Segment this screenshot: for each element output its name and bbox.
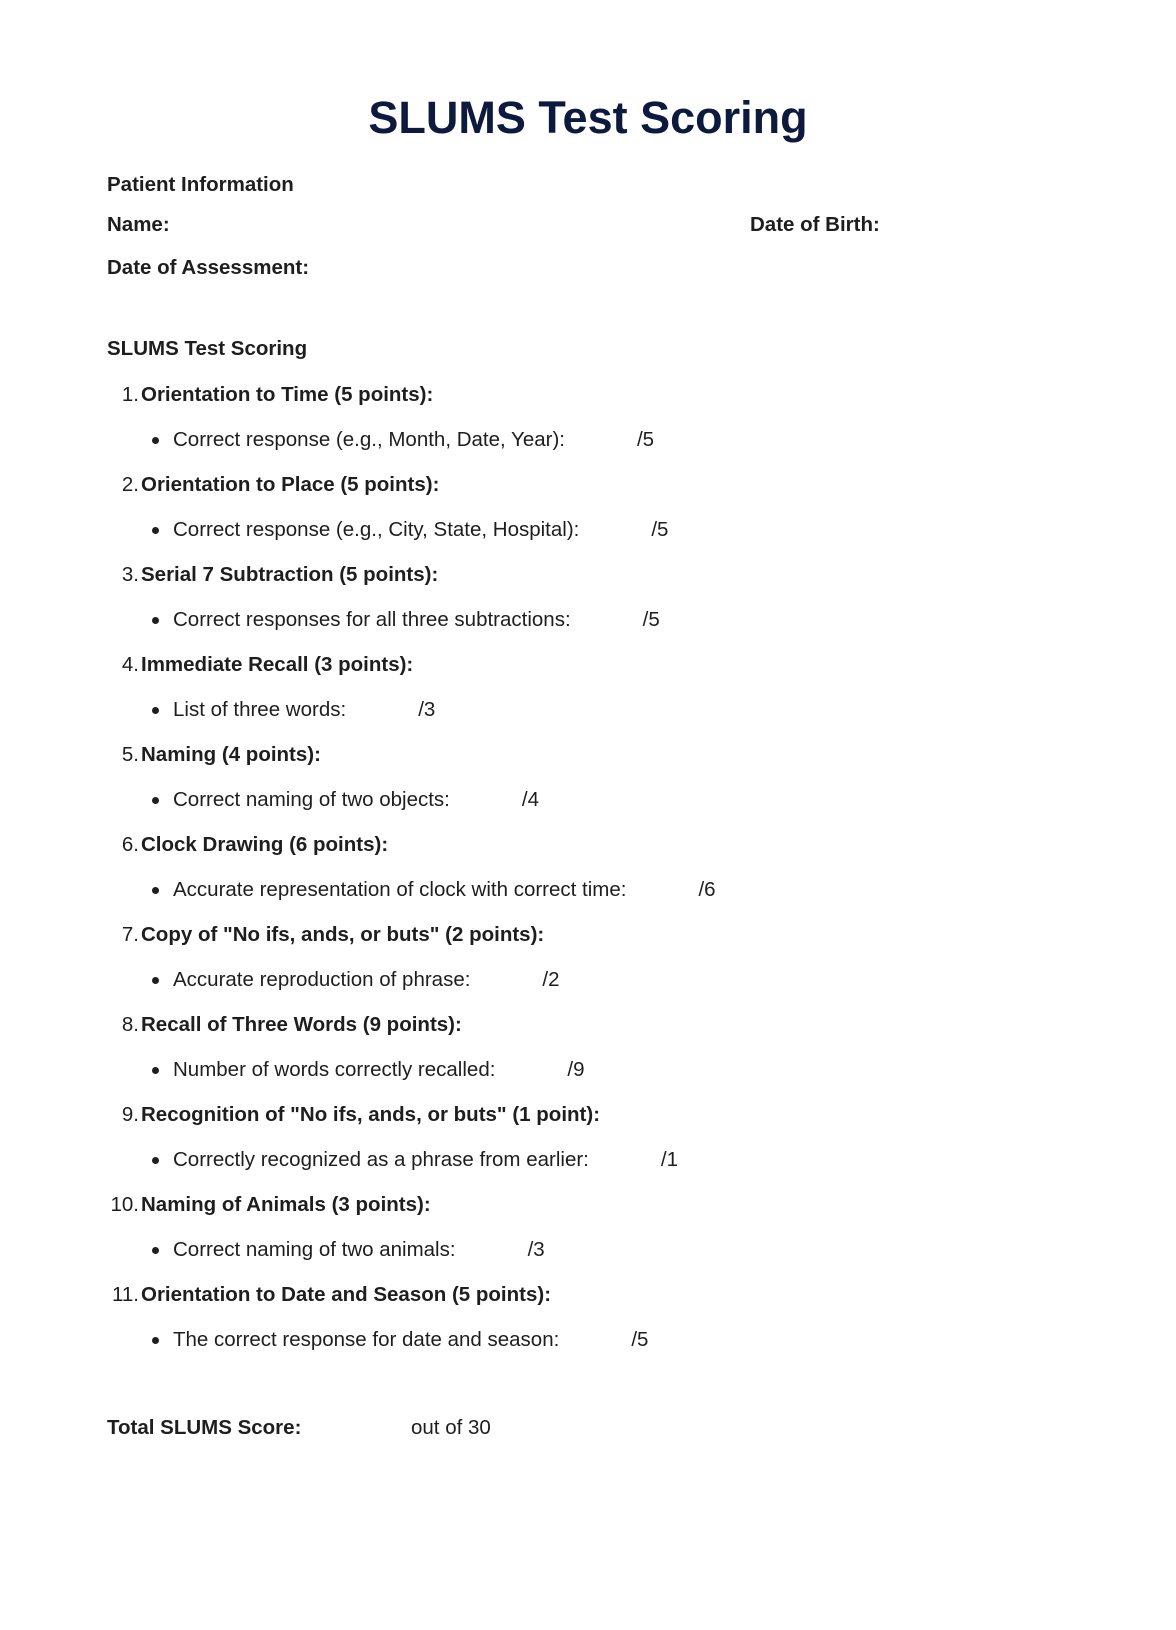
item-score: /5 [642, 608, 660, 631]
scoring-item [106, 1103, 1006, 1193]
item-criterion [106, 608, 1006, 653]
criterion-text: Correct naming of two objects: [173, 788, 450, 811]
item-heading [106, 1013, 1006, 1058]
total-label: Total SLUMS Score: [107, 1416, 302, 1439]
bullet-icon [152, 887, 159, 894]
bullet-icon [152, 1247, 159, 1254]
item-number: 7. [121, 923, 139, 946]
assessment-date-label: Date of Assessment: [107, 256, 310, 279]
item-criterion [106, 878, 1006, 923]
criterion-text: Correct response (e.g., City, State, Hospital): [173, 518, 580, 541]
item-score: /9 [567, 1058, 585, 1081]
scoring-item [106, 833, 1006, 923]
criterion-text: The correct response for date and season: [173, 1328, 560, 1351]
item-title: Orientation to Date and Season (5 points): [141, 1283, 552, 1306]
bullet-icon [152, 527, 159, 534]
name-label: Name: [107, 213, 170, 236]
item-number: 2. [121, 473, 139, 496]
item-score: /5 [636, 428, 655, 451]
item-heading [106, 653, 1006, 698]
item-title: Orientation to Place (5 points): [141, 473, 440, 496]
item-number: 11. [112, 1283, 139, 1306]
item-title: Immediate Recall (3 points): [141, 653, 414, 676]
item-heading [106, 473, 1006, 518]
item-criterion [106, 698, 1006, 743]
bullet-icon [152, 707, 159, 714]
bullet-icon [152, 1067, 159, 1074]
item-number: 9. [121, 1103, 139, 1126]
item-criterion [106, 1148, 1006, 1193]
scoring-item [106, 1283, 1006, 1373]
item-score: /5 [631, 1328, 649, 1351]
item-number: 6. [121, 833, 139, 856]
item-score: /2 [542, 968, 560, 991]
dob-label: Date of Birth: [750, 213, 880, 236]
total-value: out of 30 [411, 1416, 491, 1439]
item-title: Copy of "No ifs, ands, or buts" (2 points): [141, 923, 545, 946]
item-number: 5. [121, 743, 139, 766]
criterion-text: Accurate reproduction of phrase: [173, 968, 471, 991]
item-title: Naming (4 points): [141, 743, 321, 766]
item-heading [106, 383, 1006, 428]
item-criterion [106, 968, 1006, 1013]
bullet-icon [152, 1157, 159, 1164]
item-heading [106, 923, 1006, 968]
bullet-icon [152, 617, 159, 624]
item-title: Clock Drawing (6 points): [141, 833, 389, 856]
scoring-item [106, 383, 1006, 473]
patient-info-heading: Patient Information [107, 173, 294, 196]
bullet-icon [152, 977, 159, 984]
item-score: /5 [651, 518, 669, 541]
item-heading [106, 833, 1006, 878]
item-title: Orientation to Time (5 points): [141, 383, 434, 406]
item-heading [106, 1193, 1006, 1238]
item-criterion [106, 788, 1006, 833]
item-score: /6 [698, 878, 716, 901]
item-heading [106, 1103, 1006, 1148]
item-number: 8. [121, 1013, 139, 1036]
bullet-icon [152, 437, 159, 444]
item-heading [106, 1283, 1006, 1328]
item-criterion [106, 1328, 1006, 1373]
bullet-icon [152, 797, 159, 804]
criterion-text: Correct response (e.g., Month, Date, Year): [173, 428, 565, 451]
scoring-item [106, 1193, 1006, 1283]
item-score: /3 [418, 698, 436, 721]
scoring-item [106, 923, 1006, 1013]
item-criterion [106, 518, 1006, 563]
scoring-list [106, 383, 1006, 1373]
scoring-item [106, 563, 1006, 653]
item-heading [106, 743, 1006, 788]
item-number: 3. [121, 563, 139, 586]
criterion-text: Correctly recognized as a phrase from earlier: [173, 1148, 589, 1171]
item-title: Recall of Three Words (9 points): [141, 1013, 462, 1036]
criterion-text: Accurate representation of clock with correct time: [173, 878, 627, 901]
item-number: 4. [121, 653, 139, 676]
scoring-item [106, 1013, 1006, 1103]
criterion-text: Correct responses for all three subtractions: [173, 608, 571, 631]
item-score: /3 [527, 1238, 545, 1261]
item-title: Recognition of "No ifs, ands, or buts" (1 point): [141, 1103, 601, 1126]
item-title: Naming of Animals (3 points): [141, 1193, 431, 1216]
item-number: 1. [121, 383, 139, 406]
item-criterion [106, 1238, 1006, 1283]
scoring-item [106, 653, 1006, 743]
item-heading [106, 563, 1006, 608]
item-score: /1 [660, 1148, 678, 1171]
item-criterion [106, 428, 1006, 473]
page-title: SLUMS Test Scoring [368, 92, 808, 143]
scoring-item [106, 473, 1006, 563]
item-criterion [106, 1058, 1006, 1103]
section-heading: SLUMS Test Scoring [107, 337, 308, 360]
criterion-text: Number of words correctly recalled: [173, 1058, 496, 1081]
criterion-text: Correct naming of two animals: [173, 1238, 456, 1261]
bullet-icon [152, 1337, 159, 1344]
item-number: 10. [110, 1193, 139, 1216]
scoring-item [106, 743, 1006, 833]
item-score: /4 [521, 788, 539, 811]
item-title: Serial 7 Subtraction (5 points): [141, 563, 439, 586]
criterion-text: List of three words: [173, 698, 347, 721]
